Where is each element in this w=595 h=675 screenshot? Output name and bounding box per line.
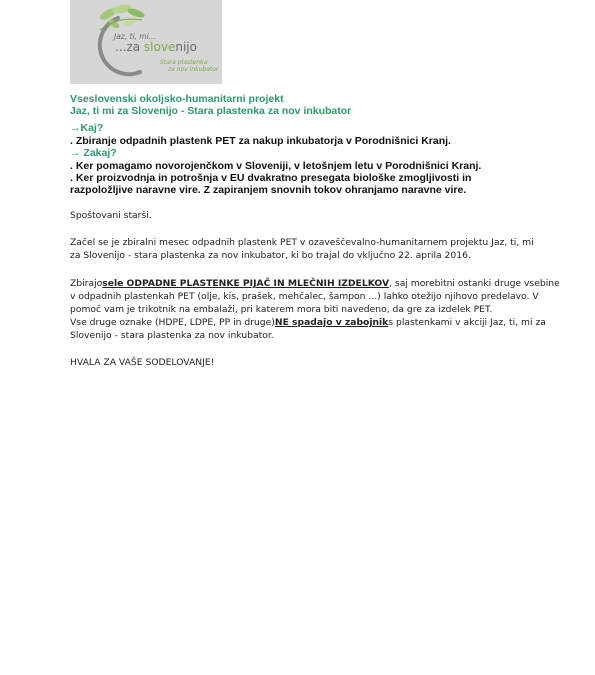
logo-subtitle-2: za nov inkubator xyxy=(168,66,219,73)
kaj-heading: →Kaj? xyxy=(70,122,104,134)
logo-subtitle-1: Stara plastenka xyxy=(160,59,208,66)
zakaj-text-3: razpoložljive naravne vire. Z zapiranjem snovnih tokov ohranjamo naravne vire. xyxy=(70,183,467,196)
logo-text-top: Jaz, ti, mi... xyxy=(114,32,156,41)
kaj-text: . Zbiranje odpadnih plastenk PET za nakup inkubatorja v Porodnišnici Kranj. xyxy=(70,134,451,147)
paragraph-2-line-2: v odpadnih plastenkah PET (olje, kis, prašek, mehčalec, šampon ...) lahko otežijo njihovo predelavo. V xyxy=(70,291,539,302)
paragraph-1-line-2: za Slovenijo - stara plastenka za nov inkubator, ki bo trajal do vključno 22. aprila 2016. xyxy=(70,250,471,261)
project-title: Jaz, ti mi za Slovenijo - Stara plastenka za nov inkubator xyxy=(70,105,352,117)
paragraph-2-line-1: Zbirajosele ODPADNE PLASTENKE PIJAČ IN MLEČNIH IZDELKOV, saj morebitni ostanki druge vsebine xyxy=(70,278,560,289)
paragraph-1-line-1: Začel se je zbiralni mesec odpadnih plastenk PET v ozaveščevalno-humanitarnem projektu Jaz, ti, mi xyxy=(70,237,534,248)
emphasis-bottles: sele ODPADNE PLASTENKE PIJAČ IN MLEČNIH IZDELKOV xyxy=(102,278,390,289)
paragraph-2-line-4: Vse druge oznake (HDPE, LDPE, PP in druge)NE spadajo v zabojniks plastenkami v akciji Jaz, ti, mi za xyxy=(70,317,546,328)
logo-text-main: ...za slovenijo xyxy=(115,40,197,54)
project-logo xyxy=(70,0,222,84)
greeting: Spoštovani starši. xyxy=(70,210,152,221)
paragraph-2-line-3: pomoč vam je trikotnik na embalaži, pri katerem mora biti navedeno, da gre za izdelek PET. xyxy=(70,304,493,315)
thanks-line: HVALA ZA VAŠE SODELOVANJE! xyxy=(70,357,215,368)
paragraph-2-line-5: Slovenijo - stara plastenka za nov inkubator. xyxy=(70,330,274,341)
zakaj-text-1: . Ker pomagamo novorojenčkom v Sloveniji, v letošnjem letu v Porodnišnici Kranj. xyxy=(70,159,482,172)
project-heading: Vseslovenski okoljsko-humanitarni projekt xyxy=(70,93,284,105)
emphasis-not-allowed: NE spadajo v zabojnik xyxy=(274,317,389,328)
zakaj-heading: → Zakaj? xyxy=(70,147,117,159)
zakaj-text-2: . Ker proizvodnja in potrošnja v EU dvakratno presegata biološke zmogljivosti in xyxy=(70,171,472,184)
